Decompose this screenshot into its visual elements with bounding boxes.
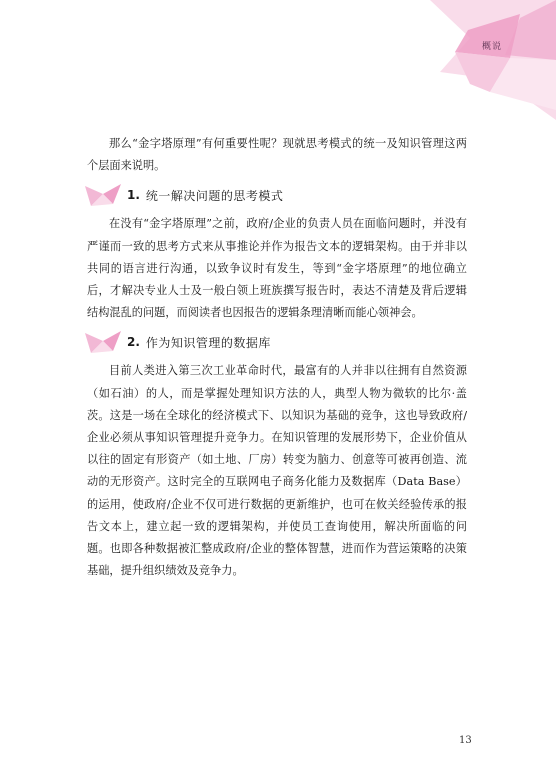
page-content	[87, 133, 467, 582]
corner-decoration	[0, 0, 556, 120]
origami-bullet-icon	[83, 329, 123, 355]
section-paragraph: 目前人类进入第三次工业革命时代，最富有的人并非以往拥有自然资源（如石油）的人，而是掌握处理知识方法的人，典型人物为微软的比尔·盖茨。这是一场在全球化的经济模式下、以知识为基础的竞争，这也导致政府/企业必须从事知识管理提升竞争力。在知识管理的发展形势下，企业价值从以往的固定有形资产（如土地、厂房）转变为脑力、创意等可被再创造、流动的无形资产。这时完全的互联网电子商务化能力及数据库（Data Base）的运用，使政府/企业不仅可进行数据的更新维护，也可在攸关经验传承的报告文本上，建立起一致的逻辑架构，并使员工查询使用，解决所面临的问题。也即各种数据被汇整成政府/企业的整体智慧，进而作为营运策略的决策基础，提升组织绩效及竞争力。	[87, 364, 467, 578]
section-heading-2	[83, 330, 467, 354]
section-number: 2.	[127, 335, 140, 350]
section-tag: 概说	[482, 42, 503, 52]
origami-bullet-icon	[83, 182, 123, 208]
section-title: 统一解决问题的思考模式	[145, 188, 284, 203]
page-number: 13	[459, 735, 472, 746]
section-paragraph: 在没有“金字塔原理”之前，政府/企业的负责人员在面临问题时，并没有严谨而一致的思考方式来从事推论并作为报告文本的逻辑架构。由于并非以共同的语言进行沟通，以致争议时有发生，等到“金字塔原理”的地位确立后，才解决专业人士及一般白领上班族撰写报告时，表达不清楚及背后逻辑结构混乱的问题，而阅读者也因报告的逻辑条理清晰而能心领神会。	[87, 217, 467, 320]
section-number: 1.	[127, 188, 140, 203]
section-title: 作为知识管理的数据库	[145, 335, 271, 350]
intro-paragraph: 那么“金字塔原理”有何重要性呢？现就思考模式的统一及知识管理这两个层面来说明。	[87, 137, 467, 173]
section-heading-1	[83, 183, 467, 207]
